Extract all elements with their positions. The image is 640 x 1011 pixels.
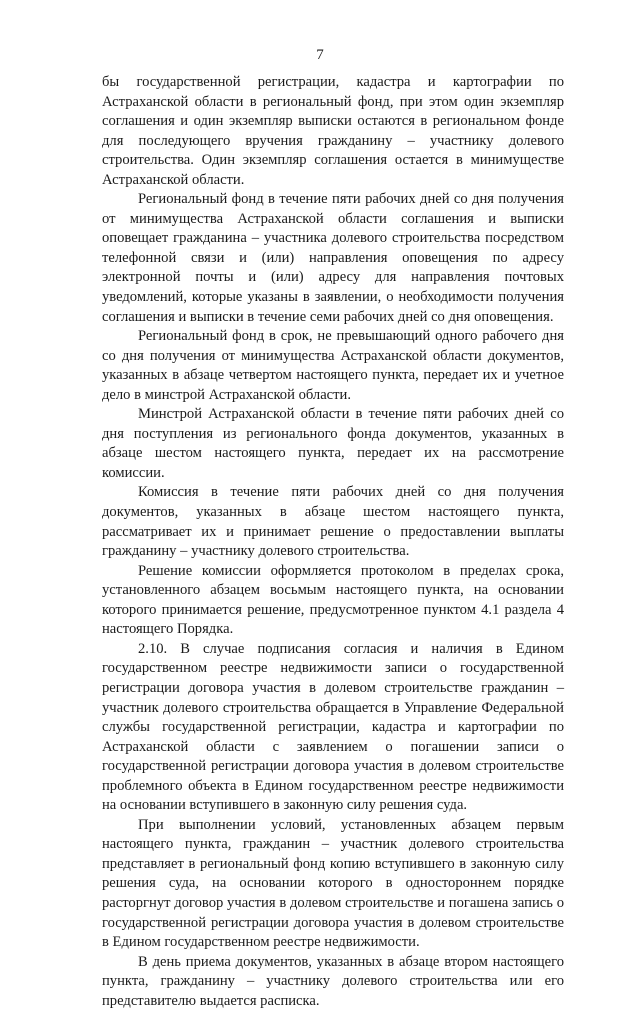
document-body [102,73,564,1011]
paragraph: Решение комиссии оформляется протоколом в пределах срока, установленного абзацем восьмым настоящего пункта, на основании которого принимается решение, предусмотренное пунктом 4.1 раздела 4 настоящего Порядка. [102,562,564,638]
paragraph: Региональный фонд в срок, не превышающий одного рабочего дня со дня получения от минимущества Астраханской области документов, указанных в абзаце четвертом настоящего пункта, передает их и учетное дело в минстрой Астраханской области. [102,328,564,403]
paragraph: Региональный фонд в течение пяти рабочих дней со дня получения от минимущества Астраханской области соглашения и выписки оповещает гражданина – участника долевого строительства посредством телефонной связи и (или) направления оповещения по адресу электронной почты и (или) адресу для направления почтовых уведомлений, которые указаны в заявлении, о необходимости получения соглашения и выписки в течение семи рабочих дней со дня оповещения. [102,191,564,325]
paragraph: При выполнении условий, установленных абзацем первым настоящего пункта, гражданин – участник долевого строительства представляет в региональный фонд копию вступившего в законную силу решения суда, на основании которого в одностороннем порядке расторгнут договор участия в долевом строительстве и погашена запись о государственной регистрации договора участия в долевом строительстве в Едином государственном реестре недвижимости. [102,816,564,951]
page-number: 7 [316,47,324,63]
paragraph-clause-2-10: 2.10. В случае подписания согласия и наличия в Едином государственном реестре недвижимости записи о государственной регистрации договора участия в долевом строительстве гражданин – участник долевого строительства обращается в Управление Федеральной службы государственной регистрации, кадастра и картографии по Астраханской области с заявлением о погашении записи о государственной регистрации договора участия в долевом строительстве проблемного объекта в Едином государственном реестре недвижимости на основании вступившего в законную силу решения суда. [102,640,564,814]
paragraph: Комиссия в течение пяти рабочих дней со дня получения документов, указанных в абзаце шестом настоящего пункта, рассматривает их и принимает решение о предоставлении выплаты гражданину – участнику долевого строительства. [102,484,564,560]
paragraph-continuation: бы государственной регистрации, кадастра и картографии по Астраханской области в региональный фонд, при этом один экземпляр соглашения и один экземпляр выписки остаются в региональном фонде для последующего вручения гражданину – участнику долевого строительства. Один экземпляр соглашения остается в минимуществе Астраханской области. [102,74,564,188]
paragraph: В день приема документов, указанных в абзаце втором настоящего пункта, гражданину – участнику долевого строительства или его представителю выдается расписка. [102,953,564,1009]
paragraph: Минстрой Астраханской области в течение пяти рабочих дней со дня поступления из регионального фонда документов, указанных в абзаце шестом настоящего пункта, передает их на рассмотрение комиссии. [102,406,564,481]
